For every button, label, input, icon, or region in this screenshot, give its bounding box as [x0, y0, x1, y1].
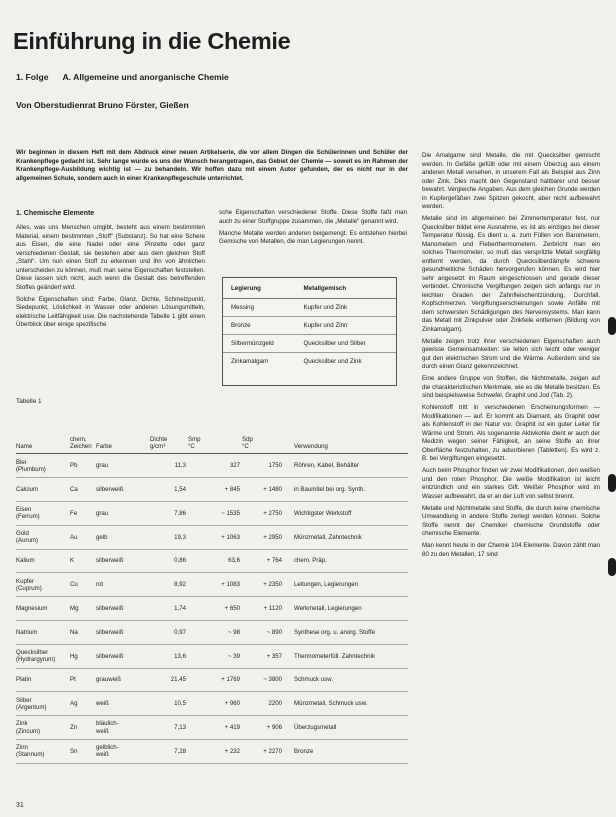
cell-symbol: Zn: [70, 716, 96, 740]
header-symbol: chem. Zeichen: [70, 436, 96, 454]
table-caption: Tabelle 1: [16, 398, 42, 405]
alloy-mixture: Kupfer und Zink: [295, 299, 396, 317]
cell-color: grau: [96, 502, 150, 526]
cell-usage: Münzmetall, Zahntechnik: [284, 525, 408, 549]
binding-hole: [608, 317, 616, 335]
cell-usage: Röhren, Kabel, Behälter: [284, 454, 408, 478]
header-usage: Verwendung: [284, 436, 408, 454]
cell-density: 13,6: [150, 644, 188, 668]
cell-melting-point: + 232: [188, 739, 242, 763]
cell-color: grauweiß: [96, 668, 150, 692]
cell-boiling-point: + 1120: [242, 597, 284, 621]
cell-color: rot: [96, 573, 150, 597]
table-row: [16, 716, 408, 740]
cell-usage: Leitungen, Legierungen: [284, 573, 408, 597]
cell-name: Silber (Argentum): [16, 692, 70, 716]
table-row: [16, 739, 408, 763]
cell-density: 21,45: [150, 668, 188, 692]
cell-color: silberweiß: [96, 597, 150, 621]
alloy-header-alloy: Legierung: [223, 278, 295, 299]
alloy-table-box: [222, 277, 397, 386]
cell-symbol: Mg: [70, 597, 96, 621]
header-density: Dichte g/cm³: [150, 436, 188, 454]
intro-paragraph: Wir beginnen in diesem Heft mit dem Abdruck einer neuen Artikelserie, die vor allem Dingen die Schülerinnen und Schüler der Krankenpflege gedacht ist. Sehr lange wurde es uns der Wunsch herangetragen, das Gebiet der Chemie — soweit es im Rahmen der Krankenpflege-Ausbildung wichtig ist — zu behandeln. Wir hoffen dazu mit einem Autor gefunden, der es nicht nur in der allgemeinen Schule, sondern auch in einer Krankenpflegeschule unterrichtet.: [16, 149, 408, 182]
cell-usage: Schmuck usw.: [284, 668, 408, 692]
paragraph: Man kennt heute in der Chemie 104 Elemente. Davon zählt man 80 zu den Metallen, 17 sind: [422, 542, 600, 558]
cell-boiling-point: ~ 3800: [242, 668, 284, 692]
alloy-mixture: Quecksilber und Zink: [303, 358, 362, 365]
cell-symbol: Pb: [70, 454, 96, 478]
cell-symbol: Cu: [70, 573, 96, 597]
table-row: [16, 692, 408, 716]
cell-density: 0,86: [150, 549, 188, 573]
paragraph: Solche Eigenschaften sind: Farbe, Glanz, Dichte, Schmelzpunkt, Siedepunkt, Löslichkeit in Wasser oder anderen Lösungsmitteln, elektrische Leitfähigkeit usw. Die nachstehende Tabelle 1 gibt einen Überblick über einige spezifische: [16, 295, 205, 328]
cell-name: Kupfer (Cuprum): [16, 573, 70, 597]
paragraph: Eine andere Gruppe von Stoffen, die Nichtmetalle, zeigen auf die charakteristischen Merkmale, wie es die Metalle besitzen. Es sind beispielsweise Schwefel, Graphit und Jod (Tab. 2).: [422, 375, 600, 399]
cell-color: silberweiß: [96, 549, 150, 573]
cell-density: 7,86: [150, 502, 188, 526]
cell-usage: Thermometerfüll. Zahntechnik: [284, 644, 408, 668]
table-row: [16, 668, 408, 692]
cell-usage: Werkmetall, Legierungen: [284, 597, 408, 621]
alloy-table: [223, 278, 396, 370]
alloy-mixture: Kupfer und Zinn: [295, 317, 396, 335]
alloy-row: [223, 317, 396, 335]
table-body: [16, 454, 408, 763]
cell-boiling-point: + 357: [242, 644, 284, 668]
cell-symbol: Fe: [70, 502, 96, 526]
cell-name: Kalium: [16, 549, 70, 573]
cell-density: 19,3: [150, 525, 188, 549]
cell-boiling-point: 1750: [242, 454, 284, 478]
page-number: 31: [16, 802, 24, 809]
cell-name: Magnesium: [16, 597, 70, 621]
cell-symbol: K: [70, 549, 96, 573]
cell-boiling-point: + 1480: [242, 478, 284, 502]
cell-melting-point: + 1083: [188, 573, 242, 597]
cell-usage: Synthese org. u. anorg. Stoffe: [284, 620, 408, 644]
cell-symbol: Ca: [70, 478, 96, 502]
cell-name: Zink (Zincum): [16, 716, 70, 740]
cell-symbol: Au: [70, 525, 96, 549]
table-row: [16, 502, 408, 526]
paragraph: Alles, was uns Menschen umgibt, besteht aus einem bestimmten Material, einem bestimmten „Stoff“ (Substanz). So hat eine Schere aus Eisen, die eine Nadel oder eine Pinzette oder ganz verschiedenen Gestalt, sie bestehen aber aus dem gleichen Stoff „Stahl“. Um nun einen Stoff zu erkennen und ihn von ähnlichen unterscheiden zu können, muß man seine Eigenschaften feststellen. Diese lassen sich nicht, auch wenn die Gestalt des betreffenden Stoffes geändert wird.: [16, 224, 205, 291]
author-line: Von Oberstudienrat Bruno Förster, Gießen: [16, 100, 189, 110]
paragraph: sche Eigenschaften verschiedener Stoffe. Diese Stoffe faßt man auch zu einer Stoffgruppe zusammen, die „Metalle“ genannt wird.: [219, 209, 407, 225]
cell-color: weiß: [96, 692, 150, 716]
section-heading: 1. Chemische Elemente: [16, 210, 95, 217]
column-left: [16, 224, 205, 333]
cell-name: Blei (Plumbum): [16, 454, 70, 478]
cell-symbol: Pt: [70, 668, 96, 692]
cell-boiling-point: 2200: [242, 692, 284, 716]
cell-color: gelb: [96, 525, 150, 549]
cell-melting-point: ~ 39: [188, 644, 242, 668]
cell-usage: Bronze: [284, 739, 408, 763]
binding-hole: [608, 558, 616, 576]
paragraph: Die Amalgame sind Metalle, die mit Quecksilber gemischt werden. In Gefäße gefüllt oder mit einem Überzug aus einem anderen Metall versehen, in unserem Fall als Beispiel aus Zinn oder Zink. Dies macht den Gegenstand haltbarer und besser bewahrt. Vergleiche Angaben. Aus dem gleichen Grunde werden in Kupfergefäßen zwei Spitzen gekocht, aber nicht aufbewahrt werden.: [422, 152, 600, 210]
cell-usage: Überzugsmetall: [284, 716, 408, 740]
cell-color: silberweiß: [96, 644, 150, 668]
cell-density: 7,28: [150, 739, 188, 763]
cell-melting-point: ~ 98: [188, 620, 242, 644]
alloy-row: [223, 353, 396, 371]
cell-usage: Wichtigster Werkstoff: [284, 502, 408, 526]
table-row: [16, 454, 408, 478]
cell-density: 11,3: [150, 454, 188, 478]
elements-table: [16, 436, 408, 764]
cell-usage: chem. Präp.: [284, 549, 408, 573]
series-line: 1. Folge A. Allgemeine und anorganische Chemie: [16, 72, 229, 82]
cell-boiling-point: + 906: [242, 716, 284, 740]
cell-density: 8,92: [150, 573, 188, 597]
cell-density: 1,54: [150, 478, 188, 502]
alloy-row: [223, 299, 396, 317]
alloy-row: [223, 335, 396, 353]
paragraph: Metalle zeigen trotz ihrer verschiedenen Eigenschaften auch gewisse Gemeinsamkeiten: sie leiten sich leicht oder weniger gut den elektrischen Strom und die Wärme. Außerdem sind sie durch einen Glanz gekennzeichnet.: [422, 337, 600, 370]
column-right: [422, 152, 600, 563]
paragraph: Kohlenstoff tritt in verschiedenen Erscheinungsformen — Modifikationen — auf. Er kommt als Diamant, als Graphit oder als Kohlenstoff in der Natur vor. Graphit ist ein guter Leiter für Wärme und Strom. Als sogenannte Aktivkohle dient er auch der Medizin wegen seiner Fähigkeit, an seine Stoffe an ihrer Oberfläche festzuhalten, zu adsorbieren (Tabletten). Es wird z. B. bei Vergiftungen eingesetzt.: [422, 404, 600, 462]
alloy-name: Messing: [223, 299, 295, 317]
cell-melting-point: + 845: [188, 478, 242, 502]
paragraph: Metalle und Nichtmetalle sind Stoffe, die durch keine chemische Umwandlung in andere Stoffe zerlegt werden können. Solche Stoffe nennt der Chemiker chemische Grundstoffe oder chemische Elemente.: [422, 504, 600, 537]
paragraph: Metalle sind im allgemeinen bei Zimmertemperatur fest, nur Quecksilber bildet eine Ausnahme, es ist als einziges bei dieser Temperatur flüssig. Es dient u. a. zum Füllen von Barometern, Manometern und Fieberthermometern. Zerbricht man ein solches Thermometer, so muß das verspritzte Metall sorgfältig entfernt werden, da durch Quecksilberdämpfe schwere gesundheitliche Schäden hervorgerufen können. Es wird hier sehr angesetzt im Raum eingeschlossen und gerade dieser verbindet. Chronische Vergiftungen zeigen sich anfangs nur in leichten Graden der Zahnfleischentzündung, Durchfall, Kopfschmerzen. Vergiftungserscheinungen sowie Anfälle mit dem schwersten Schädigungen des Nervensystems. Man kann das Metall mit Zinkpulver oder Zinkfeile entfernen (Bildung von Zinkamalgam).: [422, 215, 600, 333]
cell-name: Calcium: [16, 478, 70, 502]
table-row: [16, 644, 408, 668]
cell-melting-point: + 650: [188, 597, 242, 621]
cell-melting-point: + 960: [188, 692, 242, 716]
cell-name: Zinn (Stannum): [16, 739, 70, 763]
cell-boiling-point: + 2750: [242, 502, 284, 526]
cell-color: silberweiß: [96, 620, 150, 644]
alloy-name: Silbermünzgeld: [223, 335, 295, 353]
cell-melting-point: 63,6: [188, 549, 242, 573]
cell-boiling-point: + 2270: [242, 739, 284, 763]
cell-color: silberweiß: [96, 478, 150, 502]
cell-density: 1,74: [150, 597, 188, 621]
cell-symbol: Hg: [70, 644, 96, 668]
cell-name: Eisen (Ferrum): [16, 502, 70, 526]
table-row: [16, 597, 408, 621]
header-melting-point: Smp °C: [188, 436, 242, 454]
cell-color: gelblich- weiß: [96, 739, 150, 763]
cell-symbol: Sn: [70, 739, 96, 763]
cell-melting-point: + 1063: [188, 525, 242, 549]
article-title: Einführung in die Chemie: [13, 28, 291, 54]
header-name: Name: [16, 436, 70, 454]
alloy-name: Bronze: [223, 317, 295, 335]
header-color: Farbe: [96, 436, 150, 454]
header-boiling-point: Sdp °C: [242, 436, 284, 454]
binding-hole: [608, 474, 616, 492]
cell-melting-point: ~ 1535: [188, 502, 242, 526]
table-row: [16, 573, 408, 597]
cell-symbol: Ag: [70, 692, 96, 716]
cell-melting-point: + 1769: [188, 668, 242, 692]
paragraph: Auch beim Phosphor finden wir zwei Modifikationen, den weißen und den roten Phosphor. Die weiße Modifikation ist leicht entzündlich und ein starkes Gift. Weißer Phosphor wird im Wasser aufbewahrt, da er an der Luft von selbst brennt.: [422, 467, 600, 500]
cell-melting-point: + 419: [188, 716, 242, 740]
cell-boiling-point: + 764: [242, 549, 284, 573]
alloy-mixture: Quecksilber und Silber: [295, 335, 396, 353]
cell-boiling-point: + 2950: [242, 525, 284, 549]
cell-color: bläulich- weiß: [96, 716, 150, 740]
cell-name: Gold (Aurum): [16, 525, 70, 549]
cell-name: Quecksilber (Hydrargyrum): [16, 644, 70, 668]
table-row: [16, 549, 408, 573]
cell-boiling-point: ~ 890: [242, 620, 284, 644]
cell-name: Natrium: [16, 620, 70, 644]
cell-usage: Münzmetall, Schmuck usw.: [284, 692, 408, 716]
table-header-row: [16, 436, 408, 454]
cell-density: 7,13: [150, 716, 188, 740]
column-middle: [219, 209, 407, 250]
alloy-header-mixture: Metallgemisch: [295, 278, 396, 299]
table-row: [16, 525, 408, 549]
table-row: [16, 478, 408, 502]
cell-density: 10,5: [150, 692, 188, 716]
cell-melting-point: 327: [188, 454, 242, 478]
cell-boiling-point: + 2350: [242, 573, 284, 597]
cell-name: Platin: [16, 668, 70, 692]
table-row: [16, 620, 408, 644]
paragraph: Manche Metalle werden anderen beigemengt. Es entstehen hierbei Gemische von Metallen, die man Legierungen nennt.: [219, 229, 407, 245]
cell-usage: in Baumitel bei org. Synth.: [284, 478, 408, 502]
cell-color: grau: [96, 454, 150, 478]
cell-density: 0,97: [150, 620, 188, 644]
cell-symbol: Na: [70, 620, 96, 644]
alloy-name: Zinkamalgam: [231, 358, 269, 365]
